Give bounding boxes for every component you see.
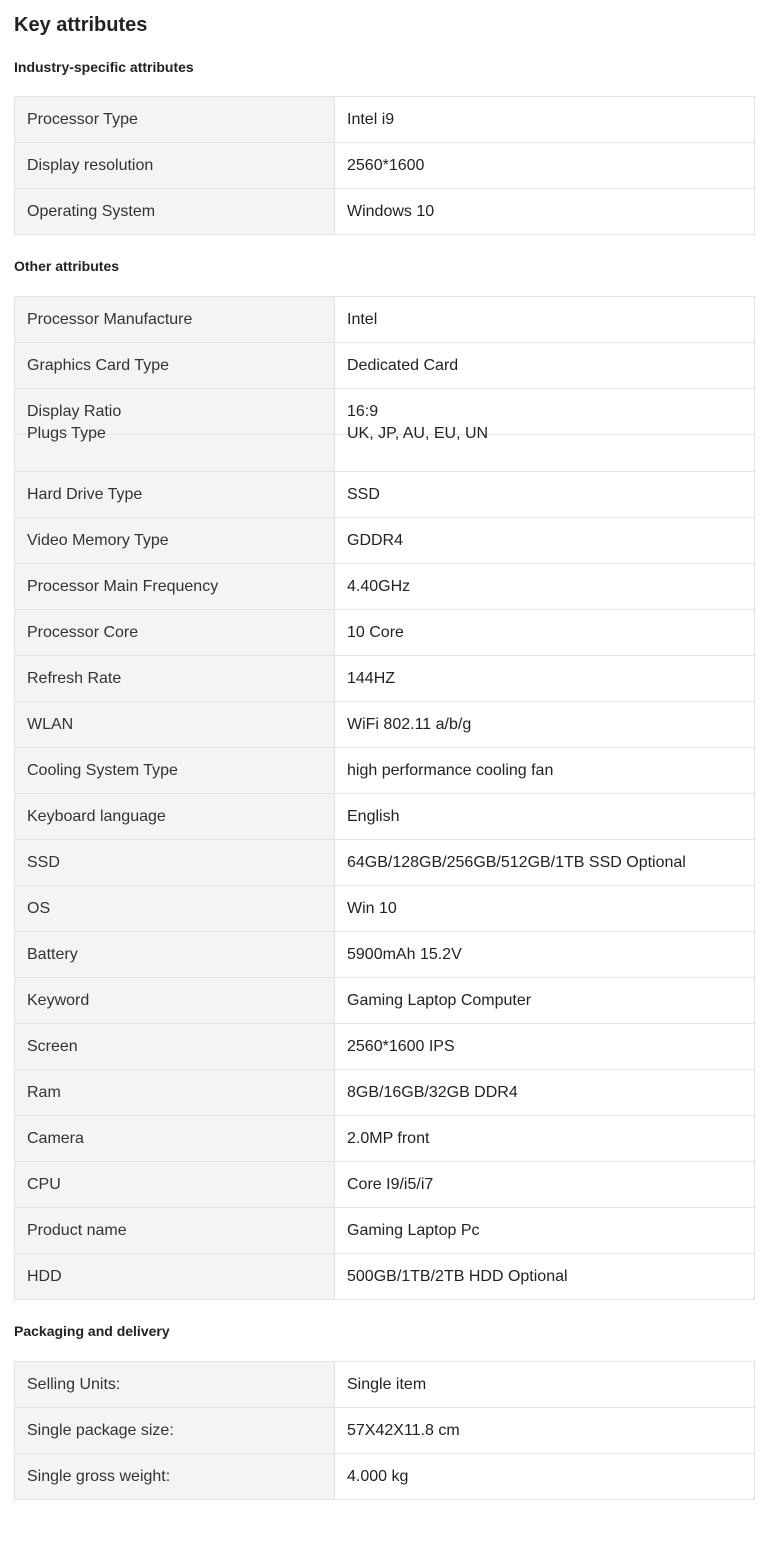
attribute-row: [15, 840, 755, 886]
attribute-key-text: Processor Main Frequency: [27, 577, 219, 595]
attribute-value: [335, 343, 755, 389]
attribute-row: [15, 297, 755, 343]
attributes-table-industry: [14, 96, 755, 235]
attribute-value: [335, 1116, 755, 1162]
attribute-row: [15, 1454, 755, 1500]
attribute-value-text: 4.000 kg: [347, 1467, 409, 1485]
attribute-row: [15, 1116, 755, 1162]
attribute-key: [15, 1254, 335, 1300]
attribute-key-text: Selling Units:: [27, 1375, 121, 1393]
attribute-key-text: Plugs Type: [27, 425, 106, 442]
attribute-key: [15, 656, 335, 702]
attribute-value: [335, 1254, 755, 1300]
attribute-key-text: Refresh Rate: [27, 669, 122, 687]
attribute-value: [335, 1208, 755, 1254]
attribute-value: [335, 97, 755, 143]
attribute-row: [15, 886, 755, 932]
attribute-value-text: English: [347, 807, 400, 825]
attribute-value-text: GDDR4: [347, 531, 404, 549]
attribute-key-text: Graphics Card Type: [27, 356, 169, 374]
attribute-value-text: WiFi 802.11 a/b/g: [347, 715, 472, 733]
attribute-key: [15, 1454, 335, 1500]
attribute-value: [335, 518, 755, 564]
attribute-row: [15, 97, 755, 143]
attribute-row: [15, 1362, 755, 1408]
attribute-row: [15, 472, 755, 518]
attribute-row: [15, 978, 755, 1024]
attribute-value: [335, 702, 755, 748]
attribute-row: [15, 748, 755, 794]
page-title: Key attributes: [14, 14, 148, 36]
attribute-row: [15, 794, 755, 840]
attribute-key: [15, 886, 335, 932]
attribute-key: [15, 472, 335, 518]
attribute-key-text: Operating System: [27, 202, 156, 220]
attribute-key-text: Processor Type: [27, 110, 138, 128]
attribute-value: [335, 840, 755, 886]
attribute-key-text: Processor Core: [27, 623, 139, 641]
attribute-value-text: 2560*1600 IPS: [347, 1037, 455, 1055]
attribute-key-text: Screen: [27, 1037, 78, 1055]
attribute-value-text: Gaming Laptop Pc: [347, 1221, 480, 1239]
attribute-row: [15, 343, 755, 389]
attribute-key: [15, 1408, 335, 1454]
attribute-key-text: Camera: [27, 1129, 84, 1147]
attribute-value-text: Gaming Laptop Computer: [347, 991, 532, 1009]
attribute-key: [15, 297, 335, 343]
attribute-key: [15, 978, 335, 1024]
attribute-value: [335, 1070, 755, 1116]
section-heading-packaging: Packaging and delivery: [14, 1323, 170, 1339]
attribute-key-text: Cooling System Type: [27, 761, 178, 779]
attribute-value: [335, 748, 755, 794]
attribute-value: [335, 932, 755, 978]
attribute-key: [15, 748, 335, 794]
attribute-key: [15, 1116, 335, 1162]
attribute-value: [335, 1024, 755, 1070]
attribute-value-text: Core I9/i5/i7: [347, 1175, 434, 1193]
attribute-value-text: 2560*1600: [347, 156, 425, 174]
attribute-row: [15, 1024, 755, 1070]
attribute-row: [15, 610, 755, 656]
attribute-value-text: SSD: [347, 485, 380, 503]
attribute-value-text: 2.0MP front: [347, 1129, 430, 1147]
attribute-value-text: 5900mAh 15.2V: [347, 945, 462, 963]
attribute-value-text: 57X42X11.8 cm: [347, 1421, 460, 1439]
attribute-key-text: Processor Manufacture: [27, 310, 193, 328]
section-heading-industry: Industry-specific attributes: [14, 59, 194, 75]
attribute-value: [335, 886, 755, 932]
attribute-row: [15, 1162, 755, 1208]
attribute-key-text: Battery: [27, 945, 78, 963]
attribute-value: [335, 1408, 755, 1454]
attribute-value: [335, 189, 755, 235]
attribute-row: [15, 1208, 755, 1254]
attribute-value-text: 500GB/1TB/2TB HDD Optional: [347, 1267, 568, 1285]
attribute-value-text: 10 Core: [347, 623, 404, 641]
attribute-row: [15, 143, 755, 189]
attribute-key-text: Ram: [27, 1083, 61, 1101]
attribute-row: [15, 932, 755, 978]
attribute-key-text: Keyword: [27, 991, 90, 1009]
attribute-value-text: Windows 10: [347, 202, 435, 220]
attribute-key: [15, 702, 335, 748]
attribute-key-text: Product name: [27, 1221, 127, 1239]
attribute-key: [15, 343, 335, 389]
attribute-row: [15, 564, 755, 610]
attribute-key-text: Display resolution: [27, 156, 154, 174]
attribute-value: [335, 425, 755, 472]
attribute-value-text: Dedicated Card: [347, 356, 459, 374]
attribute-key: [15, 189, 335, 235]
attribute-row: [15, 656, 755, 702]
attribute-value-text: 16:9: [347, 402, 379, 420]
attribute-row: [15, 702, 755, 748]
attribute-key-text: Single gross weight:: [27, 1467, 171, 1485]
attribute-key: [15, 97, 335, 143]
attribute-value: [335, 1162, 755, 1208]
attribute-value: [335, 610, 755, 656]
attribute-key-text: SSD: [27, 853, 60, 871]
attribute-key: [15, 1024, 335, 1070]
attribute-value-text: 8GB/16GB/32GB DDR4: [347, 1083, 518, 1101]
attribute-key: [15, 1070, 335, 1116]
attribute-value: [335, 1454, 755, 1500]
attribute-value: [335, 794, 755, 840]
attribute-key: [15, 1362, 335, 1408]
attribute-key: [15, 143, 335, 189]
attribute-value: [335, 1362, 755, 1408]
attribute-value: [335, 656, 755, 702]
attribute-key-text: OS: [27, 899, 51, 917]
attribute-value-text: Intel: [347, 310, 378, 328]
attribute-value: [335, 978, 755, 1024]
attribute-value-text: Single item: [347, 1375, 427, 1393]
attribute-key: [15, 564, 335, 610]
attribute-key: [15, 1208, 335, 1254]
attribute-row: [15, 1254, 755, 1300]
attribute-key-text: CPU: [27, 1175, 61, 1193]
attribute-row: [15, 189, 755, 235]
attribute-key-text: Video Memory Type: [27, 531, 169, 549]
attributes-table-packaging: [14, 1361, 755, 1500]
attribute-row: [15, 518, 755, 564]
attributes-table-other: [14, 296, 755, 1300]
attribute-key: [15, 425, 335, 472]
attribute-value-text: Intel i9: [347, 110, 395, 128]
attribute-value: [335, 297, 755, 343]
attribute-key-text: HDD: [27, 1267, 62, 1285]
attribute-key: [15, 518, 335, 564]
attribute-value: [335, 472, 755, 518]
attribute-key-text: Display Ratio: [27, 402, 122, 420]
attribute-value-text: UK, JP, AU, EU, UN: [347, 425, 489, 442]
attribute-row: [15, 435, 755, 472]
attribute-key: [15, 840, 335, 886]
attribute-value-text: 144HZ: [347, 669, 396, 687]
attribute-key: [15, 794, 335, 840]
attribute-value-text: high performance cooling fan: [347, 761, 554, 779]
attribute-key: [15, 1162, 335, 1208]
attribute-value: [335, 564, 755, 610]
section-heading-other: Other attributes: [14, 258, 120, 274]
attribute-row: [15, 1070, 755, 1116]
attribute-value-text: Win 10: [347, 899, 397, 917]
attribute-key-text: WLAN: [27, 715, 74, 733]
attribute-key-text: Single package size:: [27, 1421, 174, 1439]
attribute-key-text: Hard Drive Type: [27, 485, 143, 503]
attribute-value-text: 64GB/128GB/256GB/512GB/1TB SSD Optional: [347, 853, 686, 871]
attribute-row: [15, 1408, 755, 1454]
attribute-key: [15, 610, 335, 656]
attribute-key-text: Keyboard language: [27, 807, 166, 825]
attribute-value: [335, 143, 755, 189]
attribute-value-text: 4.40GHz: [347, 577, 411, 595]
attribute-key: [15, 932, 335, 978]
